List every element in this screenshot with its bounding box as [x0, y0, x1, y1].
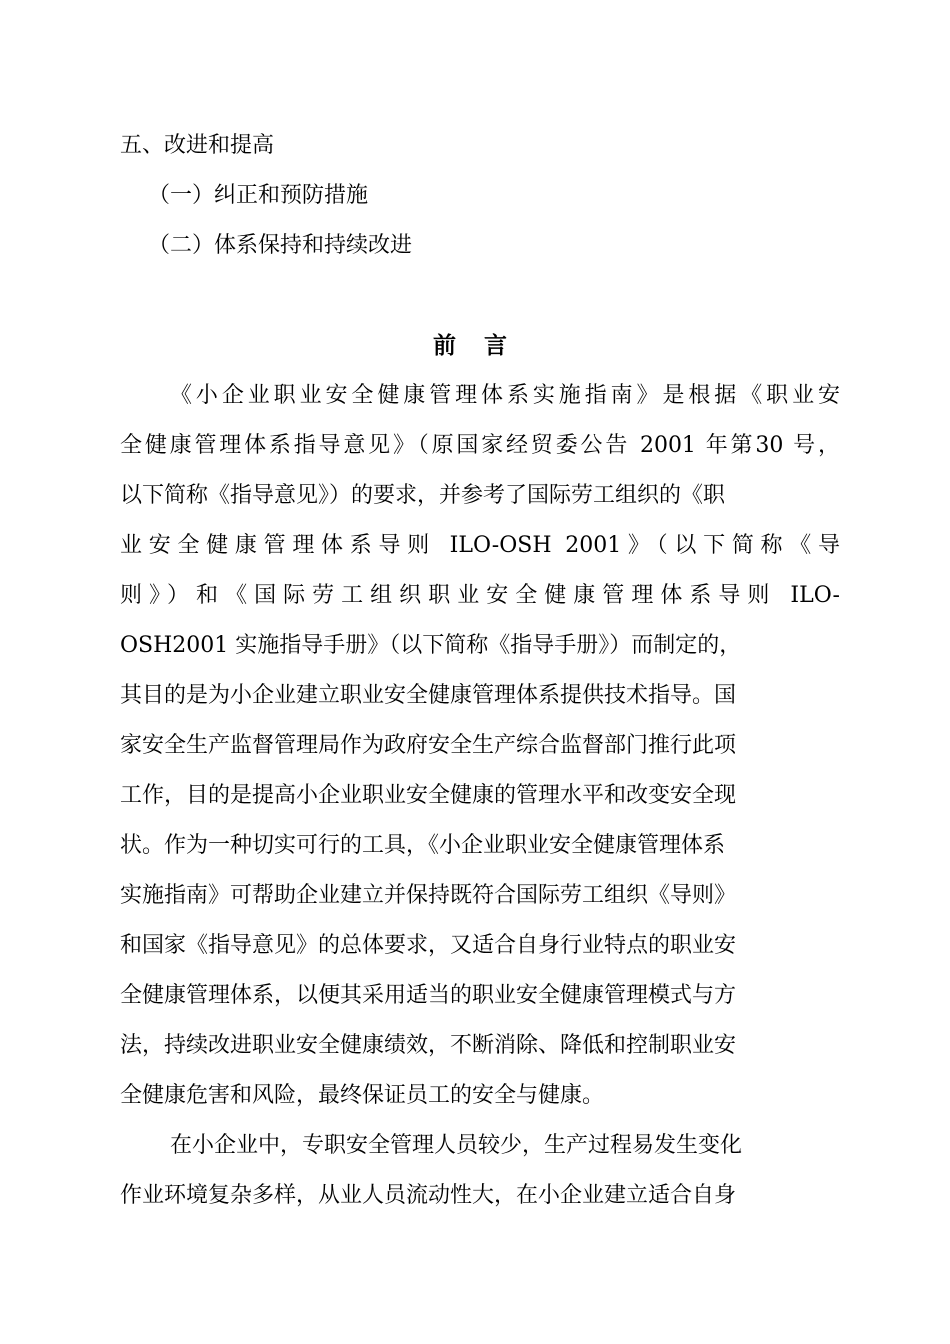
paragraph-line: 以下简称《指导意见》）的要求，并参考了国际劳工组织的《职 [120, 483, 726, 508]
paragraph-line: 《小企业职业安全健康管理体系实施指南》是根据《职业安 [170, 383, 840, 408]
paragraph-line: 工作，目的是提高小企业职业安全健康的管理水平和改变安全现 [120, 783, 737, 808]
paragraph-line: 业安全健康管理体系导则 ILO-OSH 2001》（以下简称《导 [120, 533, 840, 558]
toc-section-heading: 五、改进和提高 [120, 133, 275, 158]
paragraph-line: 状。作为一种切实可行的工具，《小企业职业安全健康管理体系 [120, 833, 726, 858]
paragraph-line: 作业环境复杂多样，从业人员流动性大，在小企业建立适合自身 [120, 1183, 737, 1208]
paragraph-line: 和国家《指导意见》的总体要求，又适合自身行业特点的职业安 [120, 933, 737, 958]
paragraph-line: 家安全生产监督管理局作为政府安全生产综合监督部门推行此项 [120, 733, 737, 758]
paragraph-line: 在小企业中，专职安全管理人员较少，生产过程易发生变化 [170, 1133, 743, 1158]
paragraph-line: 全健康管理体系指导意见》（原国家经贸委公告 2001 年第30 号， [120, 433, 840, 458]
paragraph-line: 全健康危害和风险，最终保证员工的安全与健康。 [120, 1083, 605, 1108]
paragraph-line: 其目的是为小企业建立职业安全健康管理体系提供技术指导。国 [120, 683, 737, 708]
paragraph-line: 实施指南》可帮助企业建立并保持既符合国际劳工组织《导则》 [120, 883, 737, 908]
preface-title: 前 言 [432, 332, 517, 359]
toc-item: （二）体系保持和持续改进 [148, 233, 413, 258]
paragraph-line: OSH2001 实施指导手册》（以下简称《指导手册》）而制定的， [120, 633, 742, 658]
paragraph-line: 全健康管理体系，以便其采用适当的职业安全健康管理模式与方 [120, 983, 737, 1008]
toc-item: （一）纠正和预防措施 [148, 183, 369, 208]
paragraph-line: 法，持续改进职业安全健康绩效，不断消除、降低和控制职业安 [120, 1033, 737, 1058]
paragraph-line: 则》）和《国际劳工组织职业安全健康管理体系导则 ILO- [120, 583, 840, 608]
